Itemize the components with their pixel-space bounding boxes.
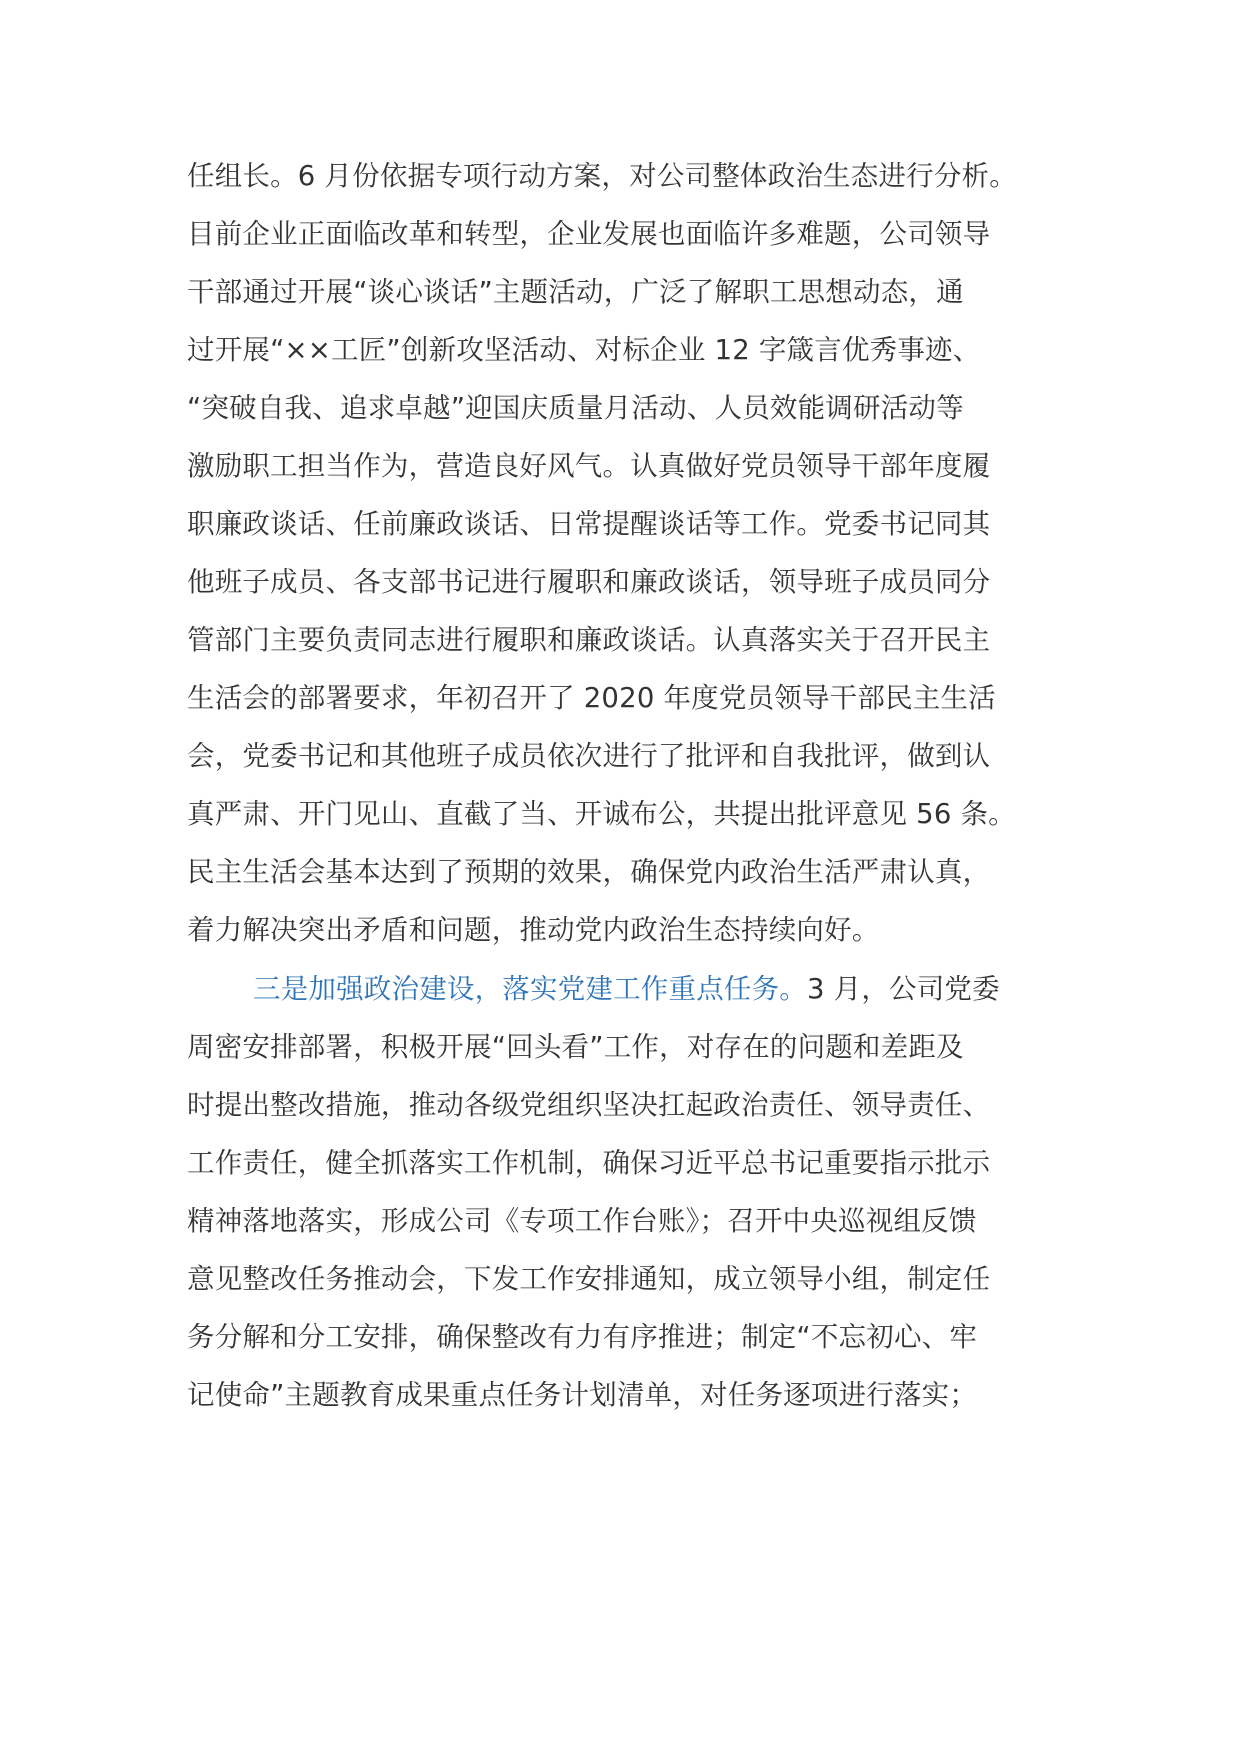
body-text-line: 目前企业正面临改革和转型，企业发展也面临许多难题，公司领导 xyxy=(187,218,991,250)
body-text-line: 意见整改任务推动会，下发工作安排通知，成立领导小组，制定任 xyxy=(187,1263,991,1295)
body-text-line: “突破自我、追求卓越”迎国庆质量月活动、人员效能调研活动等 xyxy=(187,392,964,424)
body-text-line: 工作责任，健全抓落实工作机制，确保习近平总书记重要指示批示 xyxy=(187,1147,991,1179)
body-text-line: 会，党委书记和其他班子成员依次进行了批评和自我批评，做到认 xyxy=(187,740,991,772)
body-text-line: 民主生活会基本达到了预期的效果，确保党内政治生活严肃认真， xyxy=(187,856,991,888)
section-heading: 三是加强政治建设，落实党建工作重点任务。 xyxy=(253,973,807,1005)
body-text-line: 务分解和分工安排，确保整改有力有序推进；制定“不忘初心、牢 xyxy=(187,1321,978,1353)
body-text-line: 管部门主要负责同志进行履职和廉政谈话。认真落实关于召开民主 xyxy=(187,624,991,656)
body-text-line: 精神落地落实，形成公司《专项工作台账》；召开中央巡视组反馈 xyxy=(187,1205,977,1237)
body-text-line: 任组长。6 月份依据专项行动方案，对公司整体政治生态进行分析。 xyxy=(187,160,1017,192)
body-text-line: 生活会的部署要求，年初召开了 2020 年度党员领导干部民主生活 xyxy=(187,682,996,714)
body-text-line: 真严肃、开门见山、直截了当、开诚布公，共提出批评意见 56 条。 xyxy=(187,798,1016,830)
paragraph-first-line xyxy=(253,967,1067,1011)
body-text-line: 干部通过开展“谈心谈话”主题活动，广泛了解职工思想动态，通 xyxy=(187,276,964,308)
body-text-line: 过开展“××工匠”创新攻坚活动、对标企业 12 字箴言优秀事迹、 xyxy=(187,334,981,366)
body-text-line: 周密安排部署，积极开展“回头看”工作，对存在的问题和差距及 xyxy=(187,1031,964,1063)
body-text-line: 记使命”主题教育成果重点任务计划清单，对任务逐项进行落实； xyxy=(187,1379,978,1411)
body-text-line: 着力解决突出矛盾和问题，推动党内政治生态持续向好。 xyxy=(187,914,880,946)
body-text-line: 职廉政谈话、任前廉政谈话、日常提醒谈话等工作。党委书记同其 xyxy=(187,508,991,540)
body-text-line: 他班子成员、各支部书记进行履职和廉政谈话，领导班子成员同分 xyxy=(187,566,991,598)
body-text-line: 激励职工担当作为，营造良好风气。认真做好党员领导干部年度履 xyxy=(187,450,991,482)
body-text-line: 时提出整改措施，推动各级党组织坚决扛起政治责任、领导责任、 xyxy=(187,1089,991,1121)
paragraph-lead-text: 3 月，公司党委 xyxy=(807,973,1000,1005)
